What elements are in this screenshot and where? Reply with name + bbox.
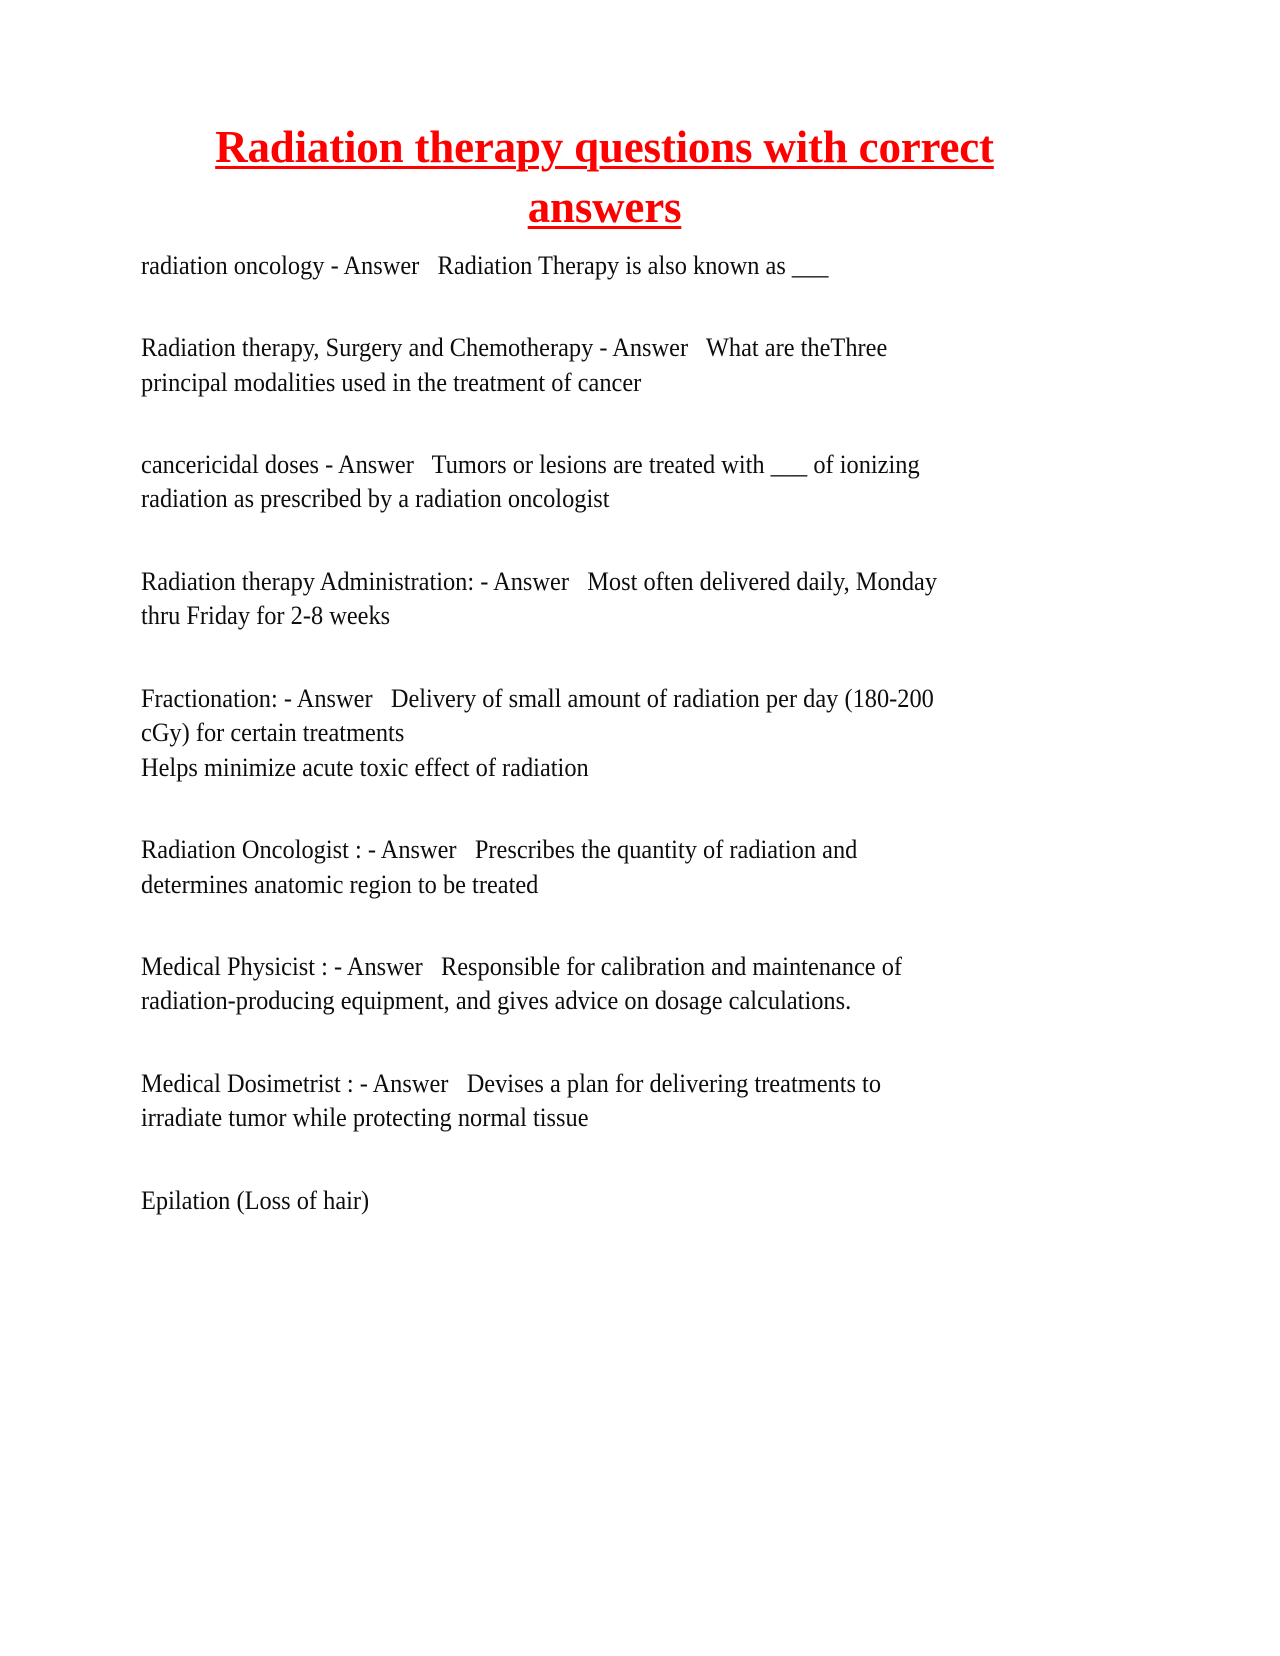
qa-line: irradiate tumor while protecting normal tissue xyxy=(141,1102,589,1133)
qa-entry-radiation-therapy-administration xyxy=(141,564,1080,633)
qa-entry-cancericidal-doses xyxy=(141,447,1080,516)
qa-line: determines anatomic region to be treated xyxy=(141,868,539,899)
qa-line: radiation-producing equipment, and gives advice on dosage calculations. xyxy=(141,985,852,1016)
qa-line: radiation as prescribed by a radiation oncologist xyxy=(141,483,610,514)
qa-line: Medical Dosimetrist : - Answer Devises a plan for delivering treatments to xyxy=(141,1067,882,1098)
qa-entry-fractionation xyxy=(141,681,1080,784)
qa-line: Medical Physicist : - Answer Responsible for calibration and maintenance of xyxy=(141,950,903,981)
qa-entry-epilation xyxy=(141,1183,1080,1217)
qa-line: cancericidal doses - Answer Tumors or lesions are treated with ___ of ionizing xyxy=(141,449,920,479)
qa-line: thru Friday for 2-8 weeks xyxy=(141,600,391,631)
qa-line: principal modalities used in the treatment of cancer xyxy=(141,366,642,397)
qa-entry-three-principal-modalities xyxy=(141,330,1080,399)
qa-line: Radiation Oncologist : - Answer Prescribes the quantity of radiation and xyxy=(141,834,858,865)
qa-entry-radiation-oncology xyxy=(141,248,1080,282)
qa-line-note: Helps minimize acute toxic effect of radiation xyxy=(141,751,589,782)
qa-line: cGy) for certain treatments xyxy=(141,717,405,748)
qa-entry-medical-dosimetrist xyxy=(141,1066,1080,1135)
qa-line: Radiation therapy, Surgery and Chemotherapy - Answer What are theThree xyxy=(141,332,888,363)
qa-line: Epilation (Loss of hair) xyxy=(141,1184,370,1215)
page-title: Radiation therapy questions with correct answers xyxy=(215,122,994,232)
qa-line: Radiation therapy Administration: - Answer Most often delivered daily, Monday xyxy=(141,565,938,596)
qa-entry-radiation-oncologist xyxy=(141,832,1080,901)
qa-line: radiation oncology - Answer Radiation Therapy is also known as ___ xyxy=(141,249,829,280)
qa-entry-medical-physicist xyxy=(141,949,1080,1018)
qa-line: Fractionation: - Answer Delivery of small amount of radiation per day (180-200 xyxy=(141,682,934,713)
